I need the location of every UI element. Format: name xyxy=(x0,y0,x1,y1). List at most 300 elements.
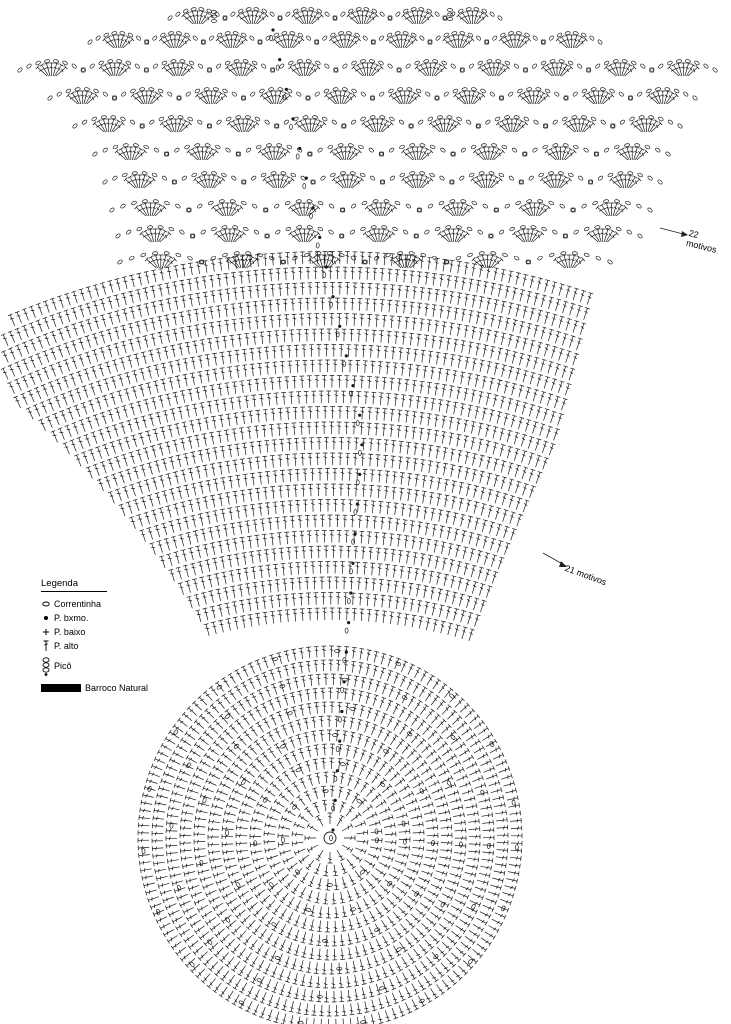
double-crochet-mark xyxy=(408,364,413,376)
double-crochet-mark xyxy=(398,285,403,297)
double-crochet-mark xyxy=(198,696,207,706)
double-crochet-mark xyxy=(34,387,41,399)
double-crochet-mark xyxy=(378,564,383,576)
double-crochet-mark xyxy=(456,925,466,933)
double-crochet-mark xyxy=(43,334,50,346)
double-crochet-mark xyxy=(494,802,505,807)
double-crochet-mark xyxy=(475,783,486,789)
double-crochet-mark xyxy=(323,252,328,264)
double-crochet-mark xyxy=(122,405,128,417)
double-crochet-mark xyxy=(345,376,350,388)
double-crochet-mark xyxy=(338,453,343,465)
double-crochet-mark xyxy=(548,361,554,373)
double-crochet-mark xyxy=(301,989,306,1000)
double-crochet-mark xyxy=(187,706,197,715)
double-crochet-mark xyxy=(165,283,170,295)
double-crochet-mark xyxy=(208,747,218,755)
chain-mark xyxy=(340,11,346,17)
chain-mark xyxy=(655,87,661,91)
double-crochet-mark xyxy=(464,388,469,400)
double-crochet-mark xyxy=(179,327,184,339)
double-crochet-mark xyxy=(286,942,292,953)
double-crochet-mark xyxy=(152,831,163,836)
double-crochet-mark xyxy=(395,270,400,282)
double-crochet-mark xyxy=(288,470,293,482)
double-crochet-mark xyxy=(185,731,195,739)
chain-mark xyxy=(425,91,431,97)
double-crochet-mark xyxy=(490,746,501,753)
double-crochet-mark xyxy=(498,557,504,569)
double-crochet-mark xyxy=(382,903,391,913)
double-crochet-mark xyxy=(243,953,251,963)
double-crochet-mark xyxy=(552,314,558,326)
double-crochet-mark xyxy=(479,423,484,435)
double-crochet-mark xyxy=(461,942,471,951)
chain-mark xyxy=(497,15,503,21)
chain-mark xyxy=(356,421,359,426)
double-crochet-mark xyxy=(277,377,282,389)
double-crochet-mark xyxy=(566,351,572,363)
chain-mark xyxy=(238,1000,244,1005)
chain-mark xyxy=(112,144,118,149)
double-crochet-mark xyxy=(158,508,164,520)
double-crochet-mark xyxy=(388,596,393,608)
chain-mark xyxy=(613,59,619,63)
chain-mark xyxy=(342,87,348,91)
chain-mark xyxy=(26,63,32,69)
double-crochet-mark xyxy=(425,273,430,285)
shell-stitch-mark xyxy=(526,229,531,242)
double-crochet-mark xyxy=(451,576,456,588)
double-crochet-mark xyxy=(303,1018,308,1024)
double-crochet-mark xyxy=(287,897,295,908)
double-crochet-mark xyxy=(328,593,333,605)
double-crochet-mark xyxy=(421,444,426,456)
chain-mark xyxy=(468,63,474,69)
double-crochet-mark xyxy=(471,421,476,433)
chain-mark xyxy=(538,172,544,177)
double-crochet-mark xyxy=(356,946,361,957)
double-crochet-mark xyxy=(447,527,452,539)
double-crochet-mark xyxy=(249,551,254,563)
double-crochet-mark xyxy=(504,413,509,425)
double-crochet-mark xyxy=(254,706,262,717)
chain-mark xyxy=(657,179,663,185)
double-crochet-mark xyxy=(76,371,82,383)
double-crochet-mark xyxy=(203,497,208,509)
chain-mark xyxy=(441,60,447,65)
double-crochet-mark xyxy=(303,360,308,372)
double-crochet-mark xyxy=(402,582,407,594)
double-crochet-mark xyxy=(316,484,321,496)
double-crochet-mark xyxy=(224,383,229,395)
double-crochet-mark xyxy=(141,416,147,428)
shell-stitch-mark xyxy=(442,119,447,132)
chain-mark xyxy=(259,88,265,93)
double-crochet-mark xyxy=(447,307,452,319)
double-crochet-mark xyxy=(387,331,392,343)
chain-mark xyxy=(501,144,507,149)
double-crochet-mark xyxy=(147,462,153,474)
chain-mark xyxy=(658,116,664,121)
chain-mark xyxy=(351,60,357,65)
double-crochet-mark xyxy=(430,571,435,583)
double-crochet-mark xyxy=(164,315,169,327)
double-crochet-mark xyxy=(351,593,356,605)
chain-mark xyxy=(360,59,366,63)
chain-mark xyxy=(303,115,309,119)
chain-mark xyxy=(126,229,132,235)
double-crochet-mark xyxy=(235,366,240,378)
double-crochet-mark xyxy=(406,919,415,929)
double-crochet-mark xyxy=(231,962,239,972)
chain-mark xyxy=(234,251,240,255)
double-crochet-mark xyxy=(431,508,436,520)
double-crochet-mark xyxy=(382,683,388,694)
double-crochet-mark xyxy=(64,326,70,338)
double-crochet-mark xyxy=(457,261,462,273)
double-crochet-mark xyxy=(248,902,258,911)
double-crochet-mark xyxy=(138,830,149,835)
chain-mark xyxy=(330,172,336,177)
double-crochet-mark xyxy=(409,969,417,980)
chain-mark xyxy=(304,253,310,258)
double-crochet-mark xyxy=(142,320,147,332)
double-crochet-mark xyxy=(212,803,223,808)
chain-mark xyxy=(92,151,98,157)
double-crochet-mark xyxy=(276,776,285,786)
double-crochet-mark xyxy=(401,395,406,407)
double-crochet-mark xyxy=(160,427,165,439)
double-crochet-mark xyxy=(50,315,56,327)
chain-mark xyxy=(164,200,170,205)
double-crochet-mark xyxy=(279,940,286,951)
double-crochet-mark xyxy=(301,485,306,497)
double-crochet-mark xyxy=(149,771,160,777)
double-crochet-mark xyxy=(218,290,223,302)
yarn-color-swatch xyxy=(41,684,81,692)
chain-mark xyxy=(336,747,339,752)
double-crochet-mark xyxy=(194,926,204,934)
double-crochet-mark xyxy=(330,702,335,713)
double-crochet-mark xyxy=(427,841,438,846)
double-crochet-mark xyxy=(295,500,300,512)
double-crochet-mark xyxy=(300,873,308,884)
double-crochet-mark xyxy=(140,497,146,509)
double-crochet-mark xyxy=(375,408,380,420)
double-crochet-mark xyxy=(459,498,464,510)
chain-mark xyxy=(379,115,385,119)
double-crochet-mark xyxy=(138,823,149,828)
double-crochet-mark xyxy=(217,909,227,917)
double-crochet-mark xyxy=(400,942,408,952)
double-crochet-mark xyxy=(397,316,402,328)
double-crochet-mark xyxy=(242,365,247,377)
chain-mark xyxy=(225,917,231,923)
double-crochet-mark xyxy=(327,329,332,341)
double-crochet-mark xyxy=(346,745,351,756)
double-crochet-mark xyxy=(284,377,289,389)
chain-mark xyxy=(469,172,475,177)
double-crochet-mark xyxy=(113,343,119,355)
chain-mark xyxy=(230,199,236,203)
double-crochet-mark xyxy=(352,854,362,862)
double-crochet-mark xyxy=(530,308,535,320)
double-crochet-mark xyxy=(466,762,477,769)
double-crochet-mark xyxy=(199,714,209,723)
shell-stitch-mark xyxy=(577,119,582,132)
double-crochet-mark xyxy=(264,347,269,359)
double-crochet-mark xyxy=(360,750,366,761)
shell-stitch-mark xyxy=(558,147,563,160)
double-crochet-mark xyxy=(142,876,153,881)
double-crochet-mark xyxy=(436,352,441,364)
double-crochet-mark xyxy=(351,732,356,743)
double-crochet-mark xyxy=(453,971,462,981)
chain-mark xyxy=(189,961,195,967)
double-crochet-mark xyxy=(499,766,510,772)
double-crochet-mark xyxy=(436,462,441,474)
double-crochet-mark xyxy=(363,944,369,955)
double-crochet-mark xyxy=(330,608,335,620)
chain-mark xyxy=(373,199,379,203)
double-crochet-mark xyxy=(262,285,267,297)
chain-mark xyxy=(222,225,228,229)
chain-mark xyxy=(175,11,181,17)
double-crochet-mark xyxy=(126,356,132,368)
double-crochet-mark xyxy=(201,974,210,984)
double-crochet-mark xyxy=(209,322,214,334)
chain-mark xyxy=(329,203,335,209)
double-crochet-mark xyxy=(339,991,344,1002)
double-crochet-mark xyxy=(306,267,311,279)
chain-mark xyxy=(65,88,71,93)
chain-mark xyxy=(204,87,210,91)
double-crochet-mark xyxy=(219,886,230,893)
double-crochet-mark xyxy=(365,268,370,280)
double-crochet-mark xyxy=(206,779,217,786)
double-crochet-mark xyxy=(393,912,402,922)
double-crochet-mark xyxy=(295,361,300,373)
chain-mark xyxy=(537,199,543,203)
double-crochet-mark xyxy=(258,503,263,515)
double-crochet-mark xyxy=(367,957,373,968)
double-crochet-mark xyxy=(385,1010,391,1021)
picot-chain-mark xyxy=(447,9,452,12)
double-crochet-mark xyxy=(260,992,266,1003)
double-crochet-mark xyxy=(324,991,329,1002)
double-crochet-mark xyxy=(173,751,184,758)
double-crochet-mark xyxy=(213,903,224,911)
double-crochet-mark xyxy=(262,316,267,328)
double-crochet-mark xyxy=(451,465,456,477)
double-crochet-mark xyxy=(259,871,270,878)
double-crochet-mark xyxy=(194,435,199,447)
double-crochet-mark xyxy=(421,871,432,877)
double-crochet-mark xyxy=(240,864,251,870)
double-crochet-mark xyxy=(391,347,396,359)
double-crochet-mark xyxy=(471,565,477,577)
double-crochet-mark xyxy=(261,672,267,683)
double-crochet-mark xyxy=(338,283,343,295)
double-crochet-mark xyxy=(96,381,102,393)
double-crochet-mark xyxy=(257,802,268,809)
double-crochet-mark xyxy=(171,536,177,548)
double-crochet-mark xyxy=(353,283,358,295)
chain-mark xyxy=(252,203,258,209)
double-crochet-mark xyxy=(262,947,269,958)
double-crochet-mark xyxy=(435,762,446,770)
double-crochet-mark xyxy=(243,935,252,945)
double-crochet-mark xyxy=(163,771,174,777)
double-crochet-mark xyxy=(254,317,259,329)
double-crochet-mark xyxy=(358,593,363,605)
double-crochet-mark xyxy=(172,281,177,293)
double-crochet-mark xyxy=(434,794,445,800)
chain-mark xyxy=(605,225,611,229)
double-crochet-mark xyxy=(79,289,85,301)
double-crochet-mark xyxy=(471,437,476,449)
double-crochet-mark xyxy=(279,909,287,920)
double-crochet-mark xyxy=(503,510,509,522)
double-crochet-mark xyxy=(170,874,181,879)
double-crochet-mark xyxy=(307,608,312,620)
double-crochet-mark xyxy=(337,646,342,657)
double-crochet-mark xyxy=(416,584,421,596)
double-crochet-mark xyxy=(136,401,142,413)
double-crochet-mark xyxy=(274,728,281,739)
double-crochet-mark xyxy=(399,550,404,562)
double-crochet-mark xyxy=(305,761,311,772)
double-crochet-mark xyxy=(195,388,200,400)
double-crochet-mark xyxy=(43,301,49,313)
double-crochet-mark xyxy=(480,360,485,372)
double-crochet-mark xyxy=(252,817,263,822)
double-crochet-mark xyxy=(227,351,232,363)
double-crochet-mark xyxy=(211,416,216,428)
chain-mark xyxy=(370,175,376,181)
double-crochet-mark xyxy=(158,475,164,487)
double-crochet-mark xyxy=(134,418,140,430)
double-crochet-mark xyxy=(223,850,234,855)
double-crochet-mark xyxy=(389,964,396,975)
double-crochet-mark xyxy=(454,767,465,774)
double-crochet-mark xyxy=(306,593,311,605)
double-crochet-mark xyxy=(376,346,381,358)
double-crochet-mark xyxy=(365,721,371,732)
double-crochet-mark xyxy=(231,429,236,441)
double-crochet-mark xyxy=(457,721,467,730)
double-crochet-mark xyxy=(266,1010,272,1021)
chain-mark xyxy=(559,203,565,209)
shell-stitch-mark xyxy=(681,63,686,76)
double-crochet-mark xyxy=(515,465,521,477)
double-crochet-mark xyxy=(308,407,313,419)
double-crochet-mark xyxy=(327,730,332,741)
double-crochet-mark xyxy=(382,424,387,436)
double-crochet-mark xyxy=(107,313,113,325)
double-crochet-mark xyxy=(361,454,366,466)
double-crochet-mark xyxy=(334,1005,339,1016)
double-crochet-mark xyxy=(147,495,153,507)
double-crochet-mark xyxy=(468,405,473,417)
double-crochet-mark xyxy=(195,816,206,821)
double-crochet-mark xyxy=(544,376,550,388)
double-crochet-mark xyxy=(514,448,520,460)
double-crochet-mark xyxy=(298,267,303,279)
double-crochet-mark xyxy=(320,298,325,310)
double-crochet-mark xyxy=(263,964,270,975)
double-crochet-mark xyxy=(153,816,164,821)
chain-mark xyxy=(384,199,390,203)
double-crochet-mark xyxy=(441,621,446,633)
double-crochet-mark xyxy=(346,789,352,800)
chain-mark xyxy=(637,233,643,239)
double-crochet-mark xyxy=(395,861,406,867)
chain-mark xyxy=(583,147,589,153)
double-crochet-mark xyxy=(451,354,456,366)
double-crochet-mark xyxy=(319,716,324,727)
chain-mark xyxy=(327,251,333,255)
double-crochet-mark xyxy=(577,338,583,350)
double-crochet-mark xyxy=(454,277,459,289)
double-crochet-mark xyxy=(249,940,257,950)
double-crochet-mark xyxy=(220,509,225,521)
double-crochet-mark xyxy=(39,419,46,431)
double-crochet-mark xyxy=(176,744,187,752)
double-crochet-mark xyxy=(105,427,111,439)
chain-mark xyxy=(625,200,631,205)
double-crochet-mark xyxy=(462,530,467,542)
double-crochet-mark xyxy=(520,321,525,333)
double-crochet-mark xyxy=(203,786,214,792)
double-crochet-mark xyxy=(495,913,506,920)
double-crochet-mark xyxy=(421,923,431,932)
double-crochet-mark xyxy=(246,986,253,997)
double-crochet-mark xyxy=(501,333,506,345)
double-crochet-mark xyxy=(270,487,275,499)
double-crochet-mark xyxy=(146,366,151,378)
double-crochet-mark xyxy=(375,284,380,296)
double-crochet-mark xyxy=(481,812,492,817)
double-crochet-mark xyxy=(158,300,163,312)
double-crochet-mark xyxy=(368,408,373,420)
double-crochet-mark xyxy=(355,932,360,943)
double-crochet-mark xyxy=(180,296,185,308)
chain-mark xyxy=(374,255,380,260)
chain-mark xyxy=(202,797,206,803)
double-crochet-mark xyxy=(168,457,173,469)
double-crochet-mark xyxy=(188,263,193,275)
double-crochet-mark xyxy=(387,700,394,711)
double-crochet-mark xyxy=(363,563,368,575)
double-crochet-mark xyxy=(505,543,511,555)
double-crochet-mark xyxy=(203,608,208,620)
double-crochet-mark xyxy=(424,507,429,519)
double-crochet-mark xyxy=(325,949,330,960)
double-crochet-mark xyxy=(334,1019,339,1024)
double-crochet-mark xyxy=(129,275,134,287)
double-crochet-mark xyxy=(186,310,191,322)
double-crochet-mark xyxy=(210,703,219,713)
double-crochet-mark xyxy=(181,550,187,562)
chain-mark xyxy=(225,830,228,835)
double-crochet-mark xyxy=(519,353,524,365)
double-crochet-mark xyxy=(138,838,149,843)
double-crochet-mark xyxy=(283,754,290,765)
double-crochet-mark xyxy=(293,915,299,926)
double-crochet-mark xyxy=(399,348,404,360)
